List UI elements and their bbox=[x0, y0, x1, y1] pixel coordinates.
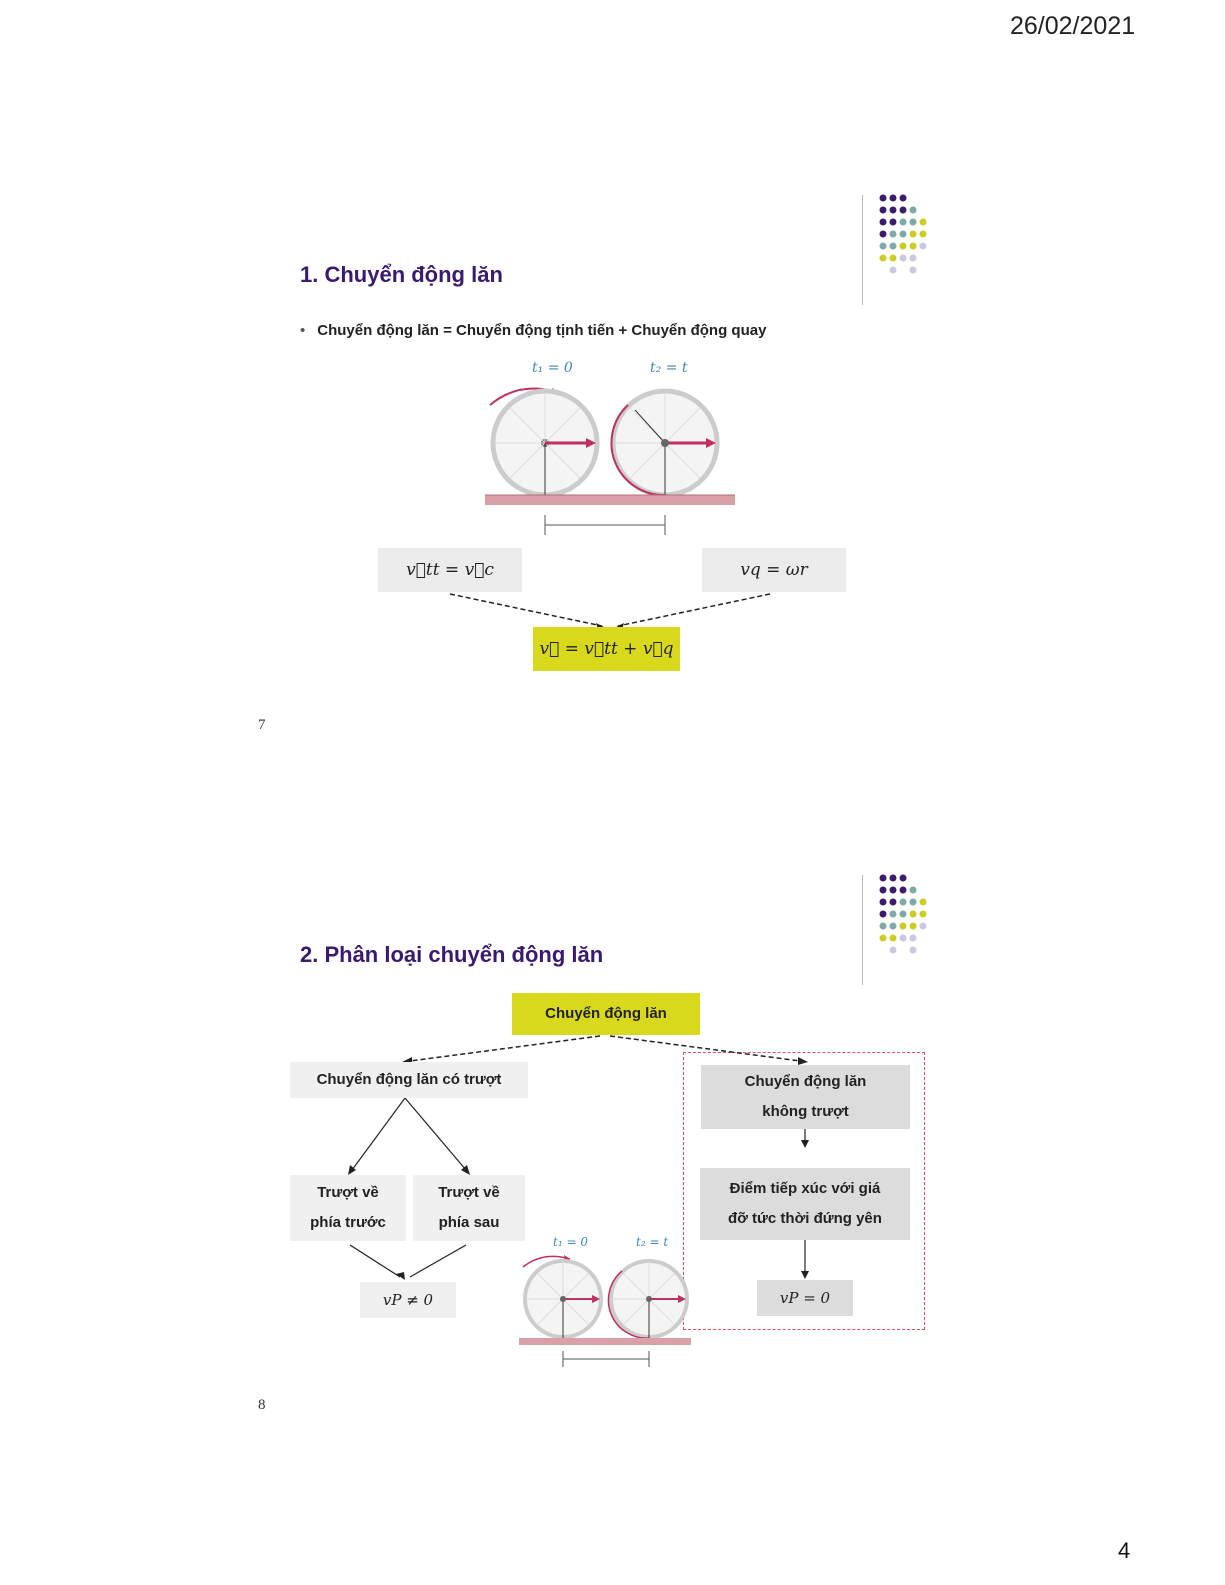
contact-point-label-1: Điểm tiếp xúc với giá bbox=[729, 1180, 881, 1197]
translation-formula: v⃗tt = v⃗c bbox=[406, 560, 494, 580]
slide-divider-line bbox=[862, 875, 863, 985]
no-slip-node bbox=[701, 1065, 910, 1129]
no-slip-label-1: Chuyển động lăn bbox=[744, 1073, 867, 1090]
no-slip-result-node bbox=[757, 1280, 853, 1316]
slide-divider-line bbox=[862, 195, 863, 305]
time-label-1: t₁ = 0 bbox=[532, 360, 573, 376]
with-slip-result-node bbox=[360, 1282, 456, 1318]
slip-forward-label-1: Trượt về bbox=[317, 1184, 379, 1201]
rotation-formula: vq = ωr bbox=[740, 560, 808, 580]
dot-grid-decoration bbox=[870, 190, 960, 300]
slide-number: 7 bbox=[258, 717, 266, 733]
no-slip-label-2: không trượt bbox=[762, 1103, 849, 1120]
rotation-formula-box bbox=[702, 548, 846, 592]
contact-point-label-2: đỡ tức thời đứng yên bbox=[728, 1210, 882, 1227]
rolling-wheel-figure bbox=[480, 375, 740, 545]
bullet-point bbox=[300, 322, 766, 339]
with-slip-result: vP ≠ 0 bbox=[382, 1291, 434, 1309]
time-label-2: t₂ = t bbox=[636, 1235, 669, 1249]
slip-backward-label-1: Trượt về bbox=[438, 1184, 500, 1201]
slide-title: 1. Chuyển động lăn bbox=[300, 262, 503, 287]
bullet-text: Chuyển động lăn = Chuyển động tịnh tiến + Chuyển động quay bbox=[317, 322, 767, 339]
slide-8 bbox=[0, 850, 1225, 1420]
no-slip-result: vP = 0 bbox=[779, 1289, 831, 1307]
slide-7 bbox=[0, 0, 1225, 740]
small-rolling-wheel-figure bbox=[515, 1247, 695, 1372]
slip-backward-node bbox=[413, 1175, 525, 1241]
slip-backward-label-2: phía sau bbox=[438, 1214, 500, 1231]
time-label-2: t₂ = t bbox=[650, 360, 688, 376]
bullet-dot: • bbox=[300, 322, 306, 339]
translation-formula-box bbox=[378, 548, 522, 592]
slip-forward-node bbox=[290, 1175, 406, 1241]
with-slip-node bbox=[290, 1062, 528, 1098]
slip-forward-label-2: phía trước bbox=[310, 1214, 386, 1231]
total-velocity-formula-box bbox=[533, 627, 680, 671]
slide-number: 8 bbox=[258, 1397, 266, 1413]
contact-point-node bbox=[700, 1168, 910, 1240]
page-date: 26/02/2021 bbox=[1010, 12, 1136, 40]
time-label-1: t₁ = 0 bbox=[553, 1235, 588, 1249]
page-number: 4 bbox=[1118, 1538, 1131, 1563]
with-slip-label: Chuyển động lăn có trượt bbox=[316, 1071, 502, 1088]
dot-grid-decoration bbox=[870, 870, 960, 980]
root-node-label: Chuyển động lăn bbox=[545, 1005, 667, 1022]
slide-title: 2. Phân loại chuyển động lăn bbox=[300, 942, 604, 967]
total-velocity-formula: v⃗ = v⃗tt + v⃗q bbox=[539, 639, 674, 659]
root-node bbox=[512, 993, 700, 1035]
